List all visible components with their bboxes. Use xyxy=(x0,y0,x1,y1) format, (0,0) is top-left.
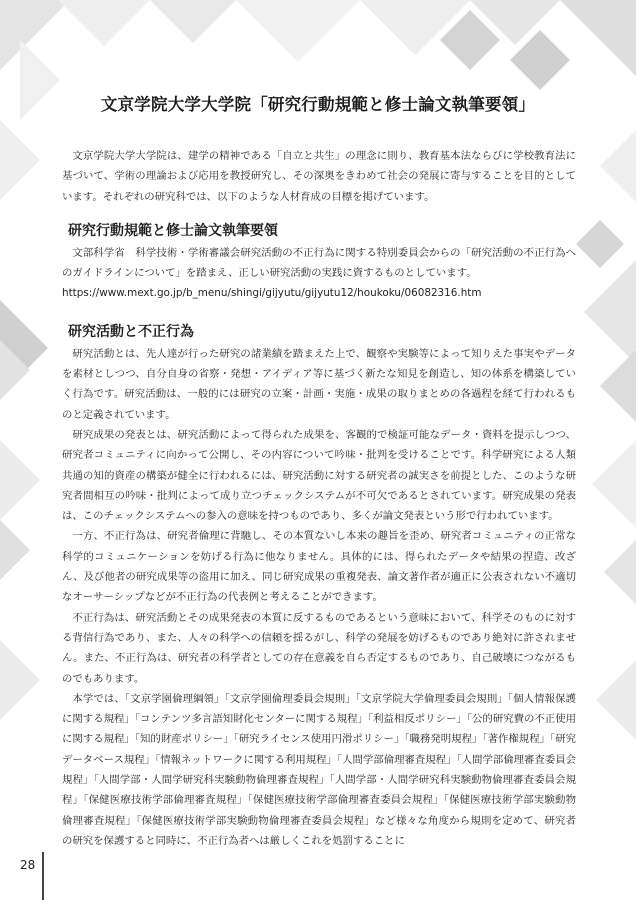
misconduct-paragraph-5: 本学では、「文京学園倫理綱領」「文京学園倫理委員会規則」「文京学院大学倫理委員会規則」「個人情報保護に関する規程」「コンテンツ多言語知財化センターに関する規程」「利益相反ポリシー」「公的研究費の不正使用に関する規程」「知的財産ポリシー」「研究ライセンス使用円滑ポリシー」「職務発明規程」「著作権規程」「研究データベース規程」「情報ネットワークに関する利用規程」「人間学部倫理審査規程」「人間学部倫理審査委員会規程」「人間学部・人間学研究科実験動物倫理審査規程」「人間学部・人間学研究科実験動物倫理審査委員会規程」「保健医療技術学部倫理審査規程」「保健医療技術学部倫理審査委員会規程」「保健医療技術学部実験動物倫理審査規程」「保健医療技術学部実験動物倫理審査委員会規程」など様々な角度から規則を定めて、研究者の研究を保護すると同時に、不正行為者へは厳しくこれを処罰することに xyxy=(62,692,576,847)
misconduct-paragraph-4: 不正行為は、研究活動とその成果発表の本質に反するものであるという意味において、科学そのものに対する背信行為であり、また、人々の科学への信頼を揺るがし、科学の発展を妨げるものであり絶対に許されません。また、不正行為は、研究者の科学者としての存在意義を自ら否定するものであり、自己破壊につながるものでもあります。 xyxy=(62,611,576,685)
misconduct-paragraph-2: 研究成果の発表とは、研究活動によって得られた成果を、客観的で検証可能なデータ・資料を提示しつつ、研究者コミュニティに向かって公開し、その内容について吟味・批判を受けることです。科学研究による人類共通の知的資産の構築が健全に行われるには、研究活動に対する研究者の誠実さを前提とした、このような研究者間相互の吟味・批判によって成り立つチェックシステムが不可欠であるとされています。研究成果の発表は、このチェックシステムへの参入の意味を持つものであり、多くが論文発表という形で行われています。 xyxy=(62,428,576,523)
bg-triangle xyxy=(0,640,40,720)
document-body xyxy=(62,146,576,851)
misconduct-paragraph-3: 一方、不正行為は、研究者倫理に背馳し、その本質ないし本来の趣旨を歪め、研究者コミュニティの正常な科学的コミュニケーションを妨げる行為に他なりません。具体的には、得られたデータや結果の捏造、改ざん、及び他者の研究成果等の盗用に加え、同じ研究成果の重複発表、論文著作者が適正に公表されない不適切なオーサーシップなどが不正行為の代表例と考えることができます。 xyxy=(62,530,576,604)
bg-triangle xyxy=(600,130,636,202)
page-title: 文京学院大学大学院「研究行動規範と修士論文執筆要領」 xyxy=(100,95,536,114)
bg-triangle xyxy=(592,440,636,528)
bg-triangle xyxy=(600,350,636,422)
bg-triangle xyxy=(604,540,636,604)
ethics-paragraph: 文部科学省 科学技術・学術審議会研究活動の不正行為に関する特別委員会からの「研究活動の不正行為へのガイドラインについて」を踏まえ、正しい研究活動の実践に資するものとしています。 xyxy=(62,246,576,280)
page-number-rule xyxy=(42,852,44,900)
bg-triangle xyxy=(0,520,30,580)
bg-triangle xyxy=(0,120,40,200)
mext-url-link[interactable]: https://www.mext.go.jp/b_menu/shingi/gijyutu/gijyutu12/houkoku/06082316.htm xyxy=(62,287,482,300)
bg-triangle xyxy=(150,0,236,43)
bg-triangle xyxy=(58,0,150,46)
bg-triangle xyxy=(0,440,40,520)
bg-triangle xyxy=(236,0,360,62)
section-heading-misconduct: 研究活動と不正行為 xyxy=(68,323,194,340)
ethics-section xyxy=(62,243,576,304)
page-number: 28 xyxy=(20,858,36,872)
bg-diamond xyxy=(576,220,624,268)
misconduct-paragraph-1: 研究活動とは、先人達が行った研究の諸業績を踏まえた上で、観察や実験等によって知りえた事実やデータを素材としつつ、自分自身の省察・発想・アイディア等に基づく新たな知見を創造し、知の体系を構築していく行為です。研究活動は、一般的には研究の立案・計画・実施・成果の取りまとめの各過程を経て行われるものと定義されています。 xyxy=(62,347,576,421)
bg-triangle xyxy=(584,260,636,364)
bg-triangle xyxy=(560,0,636,76)
section-heading-ethics: 研究行動規範と修士論文執筆要領 xyxy=(68,222,278,239)
bg-triangle xyxy=(596,660,636,740)
intro-paragraph: 文京学院大学大学院は、建学の精神である「自立と共生」の理念に則り、教育基本法ならびに学校教育法に基づいて、学術の理論および応用を教授研究し、その深奥をきわめて社会の発展に寄与することを目的としています。それぞれの研究科では、以下のような人材育成の目標を掲げています。 xyxy=(62,150,576,203)
